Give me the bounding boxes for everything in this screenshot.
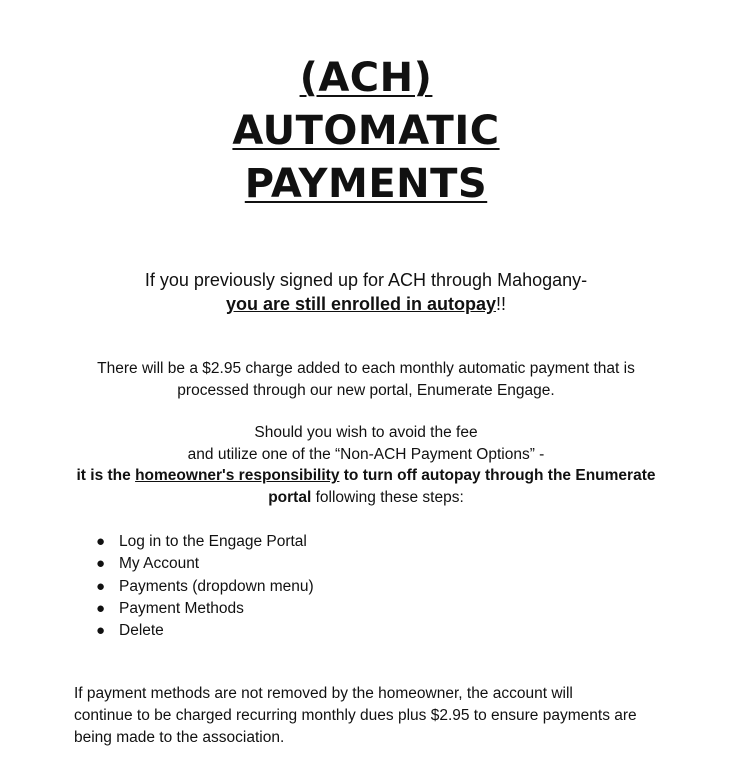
bullet-icon: ● [96, 622, 106, 640]
list-item [96, 531, 314, 553]
avoid-fee-notice [0, 422, 732, 508]
avoid-line-4-suffix: following these steps: [311, 488, 464, 506]
step-label: Log in to the Engage Portal [119, 533, 307, 550]
step-label: Payment Methods [119, 599, 244, 617]
bullet-icon: ● [96, 599, 106, 617]
avoid-line-2: and utilize one of the “Non-ACH Payment Options” - [187, 445, 545, 463]
fee-notice [0, 358, 732, 401]
footer-line-1: If payment methods are not removed by the homeowner, the account will [74, 685, 573, 702]
list-item [96, 620, 314, 642]
bullet-icon: ● [96, 577, 106, 595]
intro-line-1: If you previously signed up for ACH through Mahogany- [144, 270, 588, 290]
page-title [0, 52, 732, 211]
portal-emphasis: portal [268, 488, 312, 506]
enrolled-emphasis: you are still enrolled in autopay [225, 294, 497, 314]
title-line-3: PAYMENTS [244, 161, 488, 207]
fee-line-2: processed through our new portal, Enumerate Engage. [177, 381, 555, 399]
fee-line-1: There will be a $2.95 charge added to each monthly automatic payment that is [97, 360, 635, 377]
intro-line-2 [0, 292, 732, 316]
list-item [96, 598, 314, 620]
list-item [96, 553, 314, 575]
footer-line-3: being made to the association. [74, 729, 285, 746]
title-line-1: (ACH) [299, 55, 433, 101]
avoid-line-1: Should you wish to avoid the fee [254, 424, 478, 441]
homeowner-responsibility-emphasis: homeowner's responsibility [135, 467, 340, 484]
footer-line-2: continue to be charged recurring monthly dues plus $2.95 to ensure payments are [74, 707, 637, 724]
bullet-icon: ● [96, 555, 106, 573]
title-line-2: AUTOMATIC [232, 108, 500, 154]
enrolled-suffix: !! [496, 294, 507, 314]
avoid-line-3 [0, 465, 732, 487]
avoid-line-3-suffix: to turn off autopay through the Enumerate [339, 467, 656, 484]
avoid-line-3-prefix: it is the [76, 467, 136, 484]
list-item [96, 576, 314, 598]
step-label: Delete [119, 622, 164, 640]
step-label: My Account [119, 555, 200, 573]
step-label: Payments (dropdown menu) [119, 577, 314, 595]
intro-paragraph [0, 268, 732, 316]
footer-paragraph [74, 683, 674, 749]
bullet-icon: ● [96, 533, 106, 550]
avoid-line-4 [0, 487, 732, 509]
steps-list [96, 531, 314, 642]
